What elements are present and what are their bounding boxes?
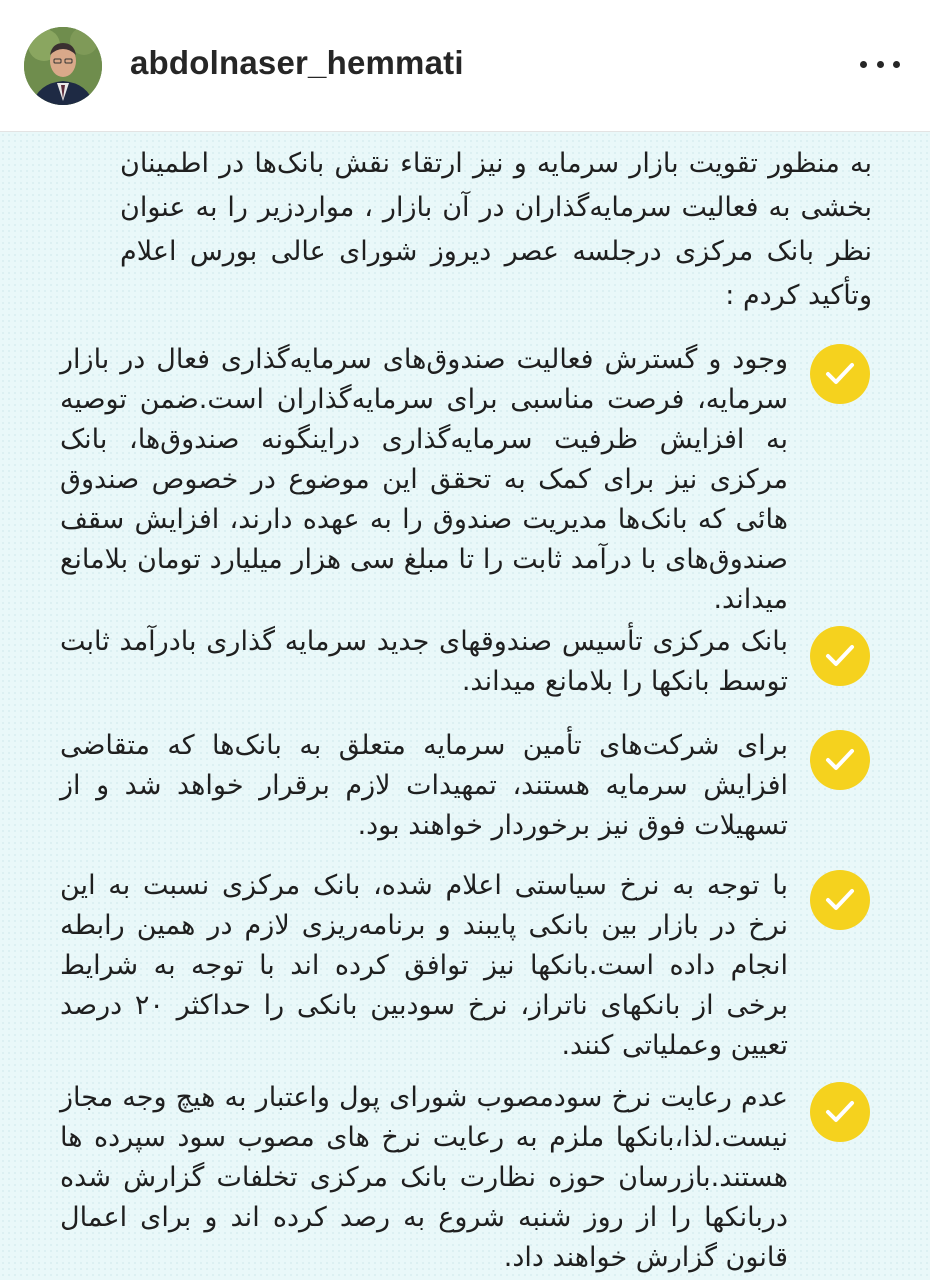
check-icon — [810, 1082, 870, 1142]
check-icon — [810, 870, 870, 930]
more-horizontal-icon[interactable] — [860, 46, 900, 82]
avatar[interactable] — [24, 27, 102, 105]
list-item-text: بانک مرکزی تأسیس صندوقهای جدید سرمایه گذاری بادرآمد ثابت توسط بانکها را بلامانع میداند. — [60, 626, 788, 697]
post-image — [0, 132, 930, 1280]
list-item-text: با توجه به نرخ سیاستی اعلام شده، بانک مرکزی نسبت به این نرخ در بازار بین بانکی پایبند و برنامه‌ریزی لازم در همین رابطه انجام داده است.بانکها نیز توافق کرده اند با توجه به شرایط برخی از بانکهای ناتراز، نرخ سودبین بانکی را حداکثر ۲۰ درصد تعیین وعملیاتی کنند. — [60, 870, 788, 1061]
list-item-text: وجود و گسترش فعالیت صندوق‌های سرمایه‌گذاری فعال در بازار سرمایه، فرصت مناسبی برای سرمایه‌گذاران است.ضمن توصیه به افزایش ظرفیت سرمایه‌گذاری دراینگونه صندوق‌ها، بانک مرکزی نیز برای کمک به تحقق این موضوع در خصوص صندوق هائی که بانک‌ها مدیریت صندوق را به عهده دارند، افزایش سقف صندوق‌های با درآمد ثابت را تا مبلغ سی هزار میلیارد تومان بلامانع میداند. — [60, 344, 788, 615]
check-icon — [810, 344, 870, 404]
post-intro: به منظور تقویت بازار سرمایه و نیز ارتقاء نقش بانک‌ها در اطمینان بخشی به فعالیت سرمایه‌گذاران در آن بازار ، مواردزیر را به عنوان نظر بانک مرکزی درجلسه عصر دیروز شورای عالی بورس اعلام وتأکید کردم : — [120, 148, 872, 311]
list-item-text: عدم رعایت نرخ سودمصوب شورای پول واعتبار به هیچ وجه مجاز نیست.لذا،بانکها ملزم به رعایت نرخ های مصوب سود سپرده ها هستند.بازرسان حوزه نظارت بانک مرکزی تخلفات گزارش شده دربانکها را از روز شنبه شروع به رصد کرده اند و برای اعمال قانون گزارش خواهند داد. — [60, 1082, 788, 1273]
check-icon — [810, 626, 870, 686]
post-header — [0, 0, 930, 132]
username[interactable]: abdolnaser_hemmati — [130, 44, 464, 81]
list-item-text: برای شرکت‌های تأمین سرمایه متعلق به بانک‌ها که متقاضی افزایش سرمایه هستند، تمهیدات لازم برقرار خواهد شد و از تسهیلات فوق نیز برخوردار خواهند بود. — [60, 730, 788, 841]
check-icon — [810, 730, 870, 790]
